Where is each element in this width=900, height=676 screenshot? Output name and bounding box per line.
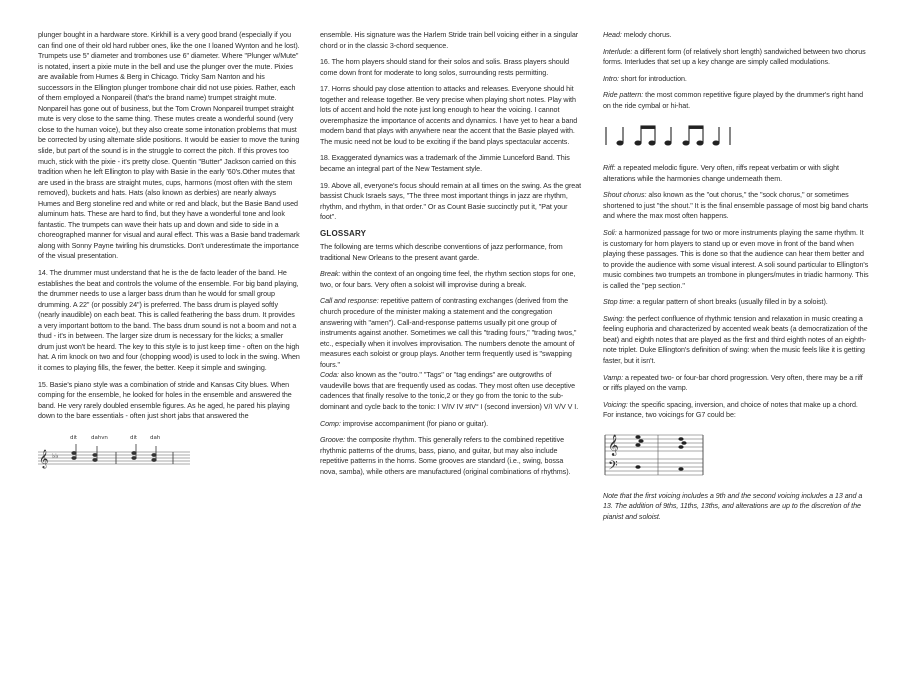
- term: Shout chorus:: [603, 191, 647, 200]
- definition: the composite rhythm. This generally refers to the combined repetitive rhythmic patterns of the drums, bass, piano, and guitar, but may also include repetitive patterns in the horns. Some grooves are standard (i.e., swing, bossa nova, samba), while others are manufactured (original combinations of rhythms).: [320, 436, 571, 476]
- term: Comp:: [320, 419, 341, 428]
- term: Vamp:: [603, 373, 624, 382]
- glossary-entry-vamp: [603, 373, 869, 394]
- glossary-entry-ride-pattern: [603, 90, 869, 111]
- definition: the perfect confluence of rhythmic tension and relaxation in music creating a feeling euphoria and characterized by accented weak beats (a democratization of the beat) and eighth notes that are played as the first and third eighth notes of an eighth-note triplet. Duke Ellington's definition of swing: when the music feels like it is getting faster, but it isn't.: [603, 314, 868, 366]
- music-label: dahvn: [91, 434, 108, 441]
- term: Stop time:: [603, 298, 635, 307]
- definition: the specific spacing, inversion, and choice of notes that make up a chord. For instance, two voicings for G7 could be:: [603, 400, 858, 420]
- paragraph-14-drummer: 14. The drummer must understand that he is the de facto leader of the band. He establishes the beat and controls the volume of the ensemble. For big band playing, the drummer needs to use a larger bass drum than he would for small group drumming. A 22" (or possibly 24") is preferred. The bass drum is played softly (nearly inaudible) on each beat. This is called feathering the bass drum. It provides a very important bottom to the band. The bass drum sound is not a boom and not a thud - it's in between. The larger size drum is necessary for the kicks; a smaller drum just won't be heard. The key to this style is to just keep time - often on the high hat. A rim knock on two and four (chopping wood) is used to lock in the swing. When it comes to playing fills, the fewer, the better. Keep it simple and swinging.: [38, 269, 300, 372]
- glossary-intro: The following are terms which describe conventions of jazz performance, from traditional New Orleans to the present avant garde.: [320, 243, 563, 262]
- term: Head:: [603, 31, 622, 39]
- glossary-entry-intro: [603, 74, 869, 85]
- glossary-entry-interlude: [603, 47, 869, 68]
- glossary-entry-shout-chorus: [603, 190, 869, 222]
- term: Groove:: [320, 436, 346, 445]
- voicing-notation-example: [603, 431, 713, 479]
- definition: also known as the "out chorus," the "sock chorus," or sometimes shortened to just "the shout." It is the final ensemble passage of most big band charts and where the max most often happens.: [603, 191, 869, 221]
- glossary-entry-break: [320, 269, 582, 290]
- piano-notation-example: [38, 432, 198, 472]
- rhythm-notes: [606, 126, 730, 145]
- definition: within the context of an ongoing time feel, the rhythm section stops for one, two, or four bars. Very often a soloist will improvise during a break.: [320, 270, 576, 289]
- paragraph-15-continued: ensemble. His signature was the Harlem Stride train bell voicing either in a singular chord or in the classic 3-chord sequence.: [320, 31, 579, 50]
- paragraph-19-swing: 19. Above all, everyone's focus should remain at all times on the swing. As the great bassist Chuck Israels says, "The three most important things in jazz are rhythm, rhythm, and rhythm, in that order." Or as Count Basie succinctly put it, "Pat your foot".: [320, 181, 582, 222]
- term: Voicing:: [603, 400, 628, 409]
- glossary-entry-comp: [320, 419, 582, 430]
- paragraph-15-piano: 15. Basie's piano style was a combination of stride and Kansas City blues. When comping for the ensemble, he looked for holes in the ensemble and answered the band. He very rarely doubled ensemble figures. As he aged, he pared his playing down to the bare essentials - often just short jabs that answered the: [38, 380, 292, 421]
- definition: a harmonized passage for two or more instruments playing the same rhythm. It is customary for horn players to stand up or even move in front of the band when playing these passages. This is done so that the audience can hear them better and to provide the audience with some visual interest. A soli sound particular to Ellington's music combines two trumpets an trombone in plungers/mutes in triadic harmony. This is called the "pep section.": [603, 229, 869, 290]
- glossary-entry-soli: [603, 228, 869, 291]
- definition: improvise accompaniment (for piano or guitar).: [340, 419, 489, 428]
- definition: short for introduction.: [618, 74, 687, 83]
- term: Riff:: [603, 164, 616, 173]
- column-right: [603, 30, 869, 528]
- glossary-entry-head: [603, 30, 869, 41]
- grand-staff-lines: [605, 435, 703, 475]
- paragraph-18-dynamics: 18. Exaggerated dynamics was a trademark of the Jimmie Lunceford Band. This became an integral part of the New Testament style.: [320, 154, 570, 174]
- treble-clef-icon: 𝄞: [608, 434, 619, 456]
- term: Ride pattern:: [603, 91, 644, 100]
- column-left: [38, 30, 300, 484]
- note-chords: [72, 444, 156, 462]
- term: Interlude:: [603, 47, 633, 56]
- term: Break:: [320, 270, 341, 279]
- term: Intro:: [603, 74, 619, 83]
- definition: melody chorus.: [621, 31, 672, 39]
- glossary-entry-swing: [603, 314, 869, 367]
- definition: the most common repetitive figure played by the drummer's right hand on the ride cymbal or hi-hat.: [603, 91, 864, 110]
- music-label: dah: [150, 434, 161, 441]
- definition: a repeated melodic figure. Very often, riffs repeat verbatim or with slight alterations while the harmonies change underneath them.: [603, 164, 839, 183]
- glossary-heading: GLOSSARY: [320, 228, 367, 238]
- paragraph-mutes: plunger bought in a hardware store. Kirkhill is a very good brand (especially if you can find one of their old hard rubber ones, like the one I loaned Wynton and he lost). Trumpets use 5" diameter and trombones use 6" diameter. Where "Plunger w/Mute" is notated, insert a pixie mute in the bell and use the plunger over the mute. Pixies are available from Humes & Berg in Chicago. Tricky Sam Nanton and his successors in the Ellington plunger trombone chair did not use pixies. Rather, each of them employed a Nonpareil (that's the brand name) trumpet straight mute. Nonpareil has gone out of business, but the Tom Crown Nonpareil trumpet straight mute is very close to the same thing. These mutes create a wonderful sound (very close to the human voice), but they also create some intonation problems that must be corrected by using alternate slide positions. It would be easier to move the tuning slide, but part of the sound is in the struggle to correct the pitch. If this proves too much, stick with the pixie - it's pretty close. Quentin "Butter" Jackson carried on this tradition when he left Ellington to play with Basie in the early '60's.Other mutes that are used in the brass are straight mutes, cups, harmons (most often with the stem removed), buckets and hats. Hats (also known as derbies) are nearly always Humes and Berg stoneline red and white or red and black, but the Basie Band used aluminum hats. These are hard to find, but they have a wonderful tone and look fantastic. The trumpets can wave their hats up and down and side to side in a choreographed manner for visual and aural effect. This was a Basie band trademark along with Sonny Payne twirling his drumsticks. Don't underestimate the importance of the visual presentation.: [38, 31, 300, 261]
- definition: repetitive pattern of contrasting exchanges (derived from the church procedure of the minister making a statement and the congregation answering with "amen"). Call-and-response patterns usually pit one group of instruments against another. Sometimes we call this "trading fours," "trading twos," etc., especially when it involves improvisation. The numbers denote the amount of measures each soloist or group plays. Another term frequently used is "swapping fours.": [320, 297, 577, 369]
- definition: a different form (of relatively short length) sandwiched between two chorus forms. Interludes that set up a key change are simply called modulations.: [603, 47, 866, 67]
- glossary-entry-riff: [603, 163, 869, 184]
- voicing-note: Note that the first voicing includes a 9th and the second voicing includes a 13 and a 13. The addition of 9ths, 11ths, 13ths, and alterations are up to the discretion of the pianist and soloist.: [603, 491, 863, 521]
- term: Swing:: [603, 314, 625, 323]
- column-middle: [320, 30, 582, 483]
- glossary-entry-stop-time: [603, 297, 869, 308]
- glossary-entry-call-and-response: [320, 296, 582, 412]
- glossary-entry-groove: [320, 435, 582, 477]
- term: Call and response:: [320, 297, 379, 306]
- definition: a repeated two- or four-bar chord progression. Very often, there may be a riff or riffs played on the vamp.: [603, 373, 863, 393]
- term: Coda:: [320, 371, 339, 380]
- term: Soli:: [603, 229, 617, 238]
- treble-clef-icon: 𝄞: [39, 448, 49, 468]
- chord-notes: [635, 435, 686, 471]
- ride-pattern-rhythm: [603, 121, 753, 151]
- definition: also known as the "outro." "Tags" or "tag endings" are outgrowths of vaudeville bows that are frequently used as codas. They most often use deceptive cadences that finally resolve to the tonic,2 or they go from the tonic to the sub-dominant and cycle back to the tonic: I V/IV IV #IV° I (second inversion) V/I V/V V I.: [320, 371, 579, 411]
- glossary-entry-voicing: [603, 400, 869, 421]
- definition: a regular pattern of short breaks (usually filled in by a soloist).: [634, 298, 828, 307]
- bass-clef-icon: 𝄢: [608, 457, 618, 476]
- staff-lines: [38, 452, 190, 464]
- key-signature: ♭♭: [52, 451, 59, 460]
- paragraph-17-attacks: 17. Horns should pay close attention to attacks and releases. Everyone should hit together and release together. Be very precise when playing short notes. Play with lots of accent and hold the note just long enough to hear the voicing. I cannot overemphasize the importance of accents and dynamics. I have yet to hear a band modern band that plays with anywhere near the accent that the Basie played with. The music need not be loud to be exciting if the band plays spectacular accents.: [320, 85, 578, 146]
- music-label: dit: [130, 434, 138, 441]
- music-label: dit: [70, 434, 78, 441]
- paragraph-16-solos: 16. The horn players should stand for their solos and solis. Brass players should come down front for moderate to long solos, surrounding rests permitting.: [320, 58, 570, 77]
